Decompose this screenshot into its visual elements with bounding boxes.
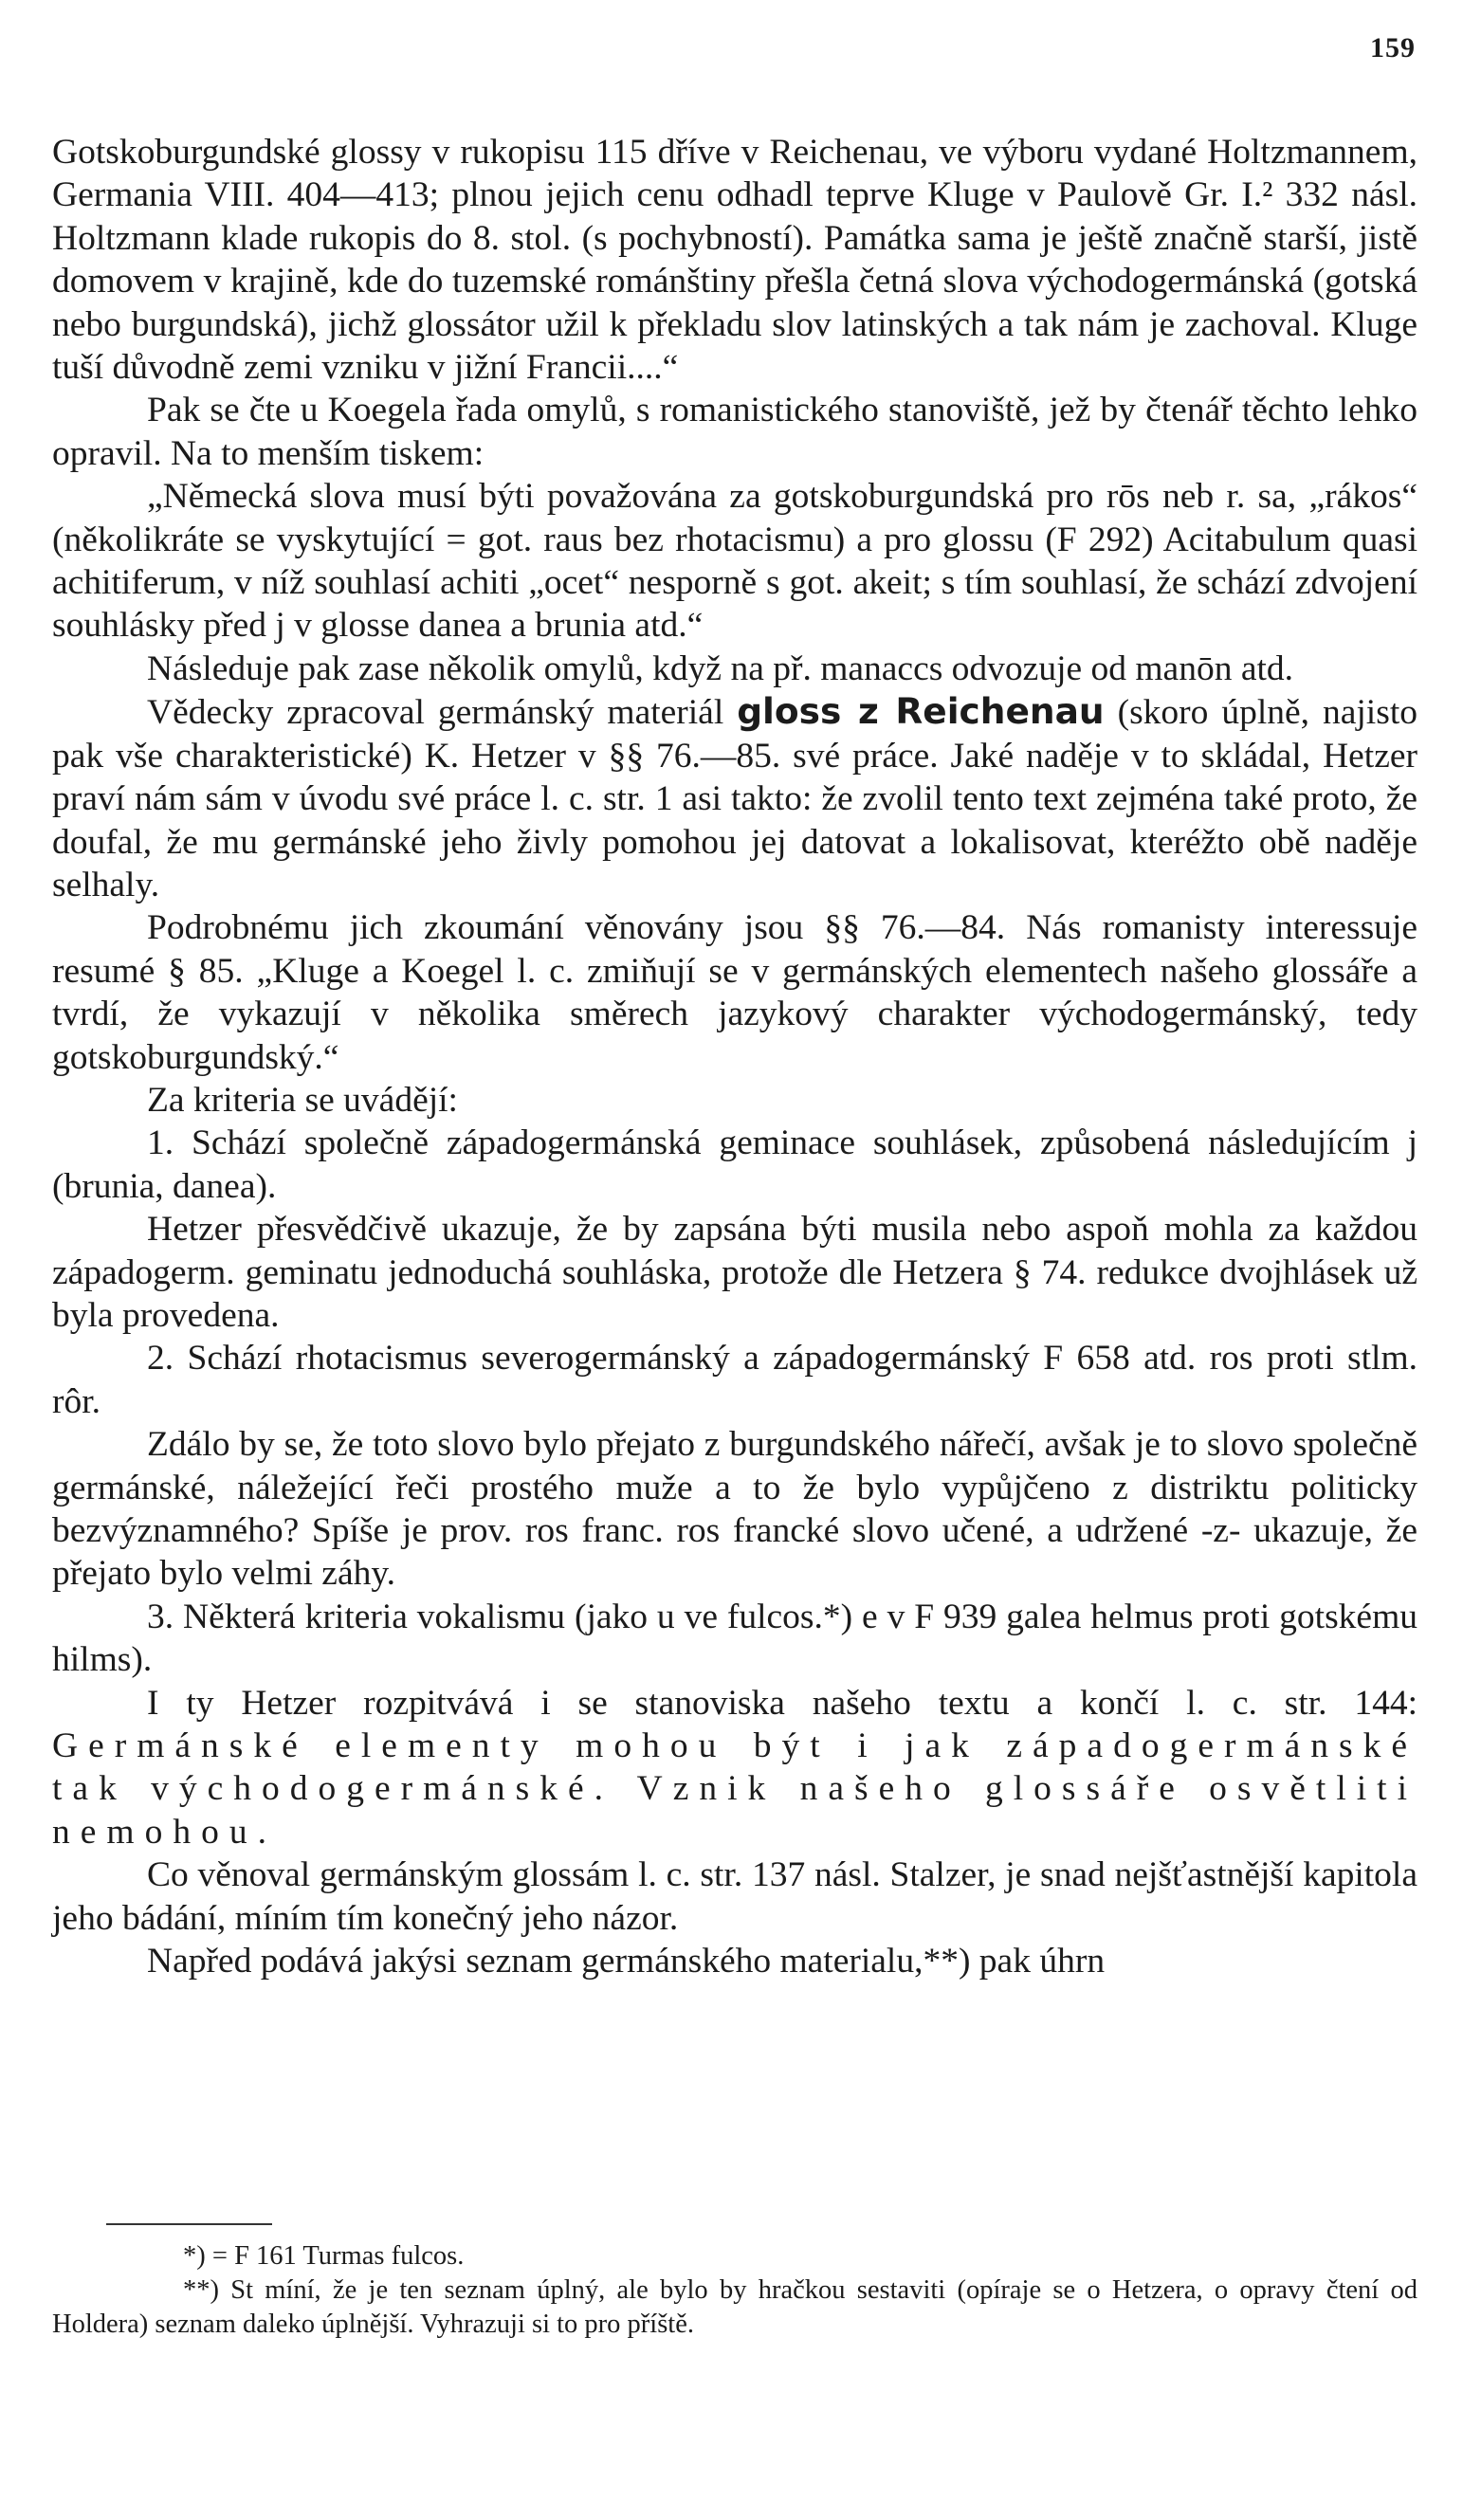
paragraph: Hetzer přesvědčivě ukazuje, že by zapsána býti musila nebo aspoň mohla za každou západogerm. geminatu jednoduchá souhláska, protože dle Hetzera § 74. redukce dvojhlásek už byla provedena. [52,1210,1417,1335]
footnote: *) = F 161 Turmas fulcos. [183,2241,465,2271]
paragraph: „Německá slova musí býti považována za gotskoburgundská pro rōs neb r. sa, „rákos“ (několikráte se vyskytující = got. raus bez rhotacismu) a pro glossu (F 292) Acitabulum quasi achitiferum, v níž souhlasí achiti „ocet“ nesporně s got. akeit; s tím souhlasí, že schází zdvojení souhlásky před j v glosse danea a brunia atd.“ [52,477,1417,646]
paragraph-text: Vědecky zpracoval germánský materiál [147,693,738,733]
paragraph [52,690,1417,906]
paragraph-text: (skoro úplně, najisto pak vše charakteristické) K. Hetzer v §§ 76.—85. své práce. Jaké naděje v to skládal, Hetzer praví nám sám v úvodu své práce l. c. str. 1 asi takto: že zvolil tento text zejména také proto, že doufal, že mu germánské jeho živly pomohou jej datovat a lokalisovat, kteréžto obě naděje selhaly. [52,693,1417,904]
paragraph: Pak se čte u Koegela řada omylů, s romanistického stanoviště, jež by čtenář těchto lehko opravil. Na to menším tiskem: [52,391,1417,473]
paragraph-text: I ty Hetzer rozpitvává i se stanoviska našeho textu a končí l. c. str. 144: [147,1683,1417,1723]
paragraph: 2. Schází rhotacismus severogermánský a západogermánský F 658 atd. ros proti stlm. rôr. [52,1339,1417,1421]
main-text [52,131,1417,1982]
paragraph: Za kriteria se uvádějí: [147,1080,458,1120]
page-number: 159 [1370,32,1416,64]
paragraph: 3. Některá kriteria vokalismu (jako u ve fulcos.*) e v F 939 galea helmus proti gotskému hilms). [52,1597,1417,1680]
spaced-emphasis: Germánské elementy mohou být i jak západogermánské tak východogermánské. Vznik našeho glossáře osvětliti nemohou. [52,1726,1417,1852]
paragraph: Gotskoburgundské glossy v rukopisu 115 dříve v Reichenau, ve výboru vydané Holtzmannem, Germania VIII. 404—413; plnou jejich cenu odhadl teprve Kluge v Paulově Gr. I.² 332 násl. Holtzmann klade rukopis do 8. stol. (s pochybností). Památka sama je ještě značně starší, jistě domovem v krajině, kde do tuzemské románštiny přešla četná slova východogermánská (gotská nebo burgundská), jichž glossátor užil k překladu slov latinských a tak nám je zachoval. Kluge tuší důvodně zemi vzniku v jižní Francii....“ [52,133,1417,388]
paragraph: Podrobnému jich zkoumání věnovány jsou §§ 76.—84. Nás romanisty interessuje resumé § 85. „Kluge a Koegel l. c. zmiňují se v germánských elementech našeho glossáře a tvrdí, že vykazují v několika směrech jazykový charakter východogermánský, tedy gotskoburgundský.“ [52,908,1417,1077]
footnote: **) St míní, že je ten seznam úplný, ale bylo by hračkou sestaviti (opíraje se o Hetzera, o opravy čtení od Holdera) seznam daleko úplnější. Vyhrazuji si to pro příště. [52,2275,1417,2339]
paragraph: Následuje pak zase několik omylů, když na př. manaccs odvozuje od manōn atd. [147,648,1294,688]
paragraph: Co věnoval germánským glossám l. c. str. 137 násl. Stalzer, je snad nejšťastnější kapitola jeho bádání, míním tím konečný jeho názor. [52,1855,1417,1938]
bold-term: gloss z Reichenau [737,690,1105,733]
paragraph: Zdálo by se, že toto slovo bylo přejato z burgundského nářečí, avšak je to slovo společně germánské, náležející řeči prostého muže a to že bylo vypůjčeno z distriktu politicky bezvýznamného? Spíše je prov. ros franc. ros francké slovo učené, a udržené -z- ukazuje, že přejato bylo velmi záhy. [52,1425,1417,1594]
footnotes [52,2239,1417,2342]
footnote-rule [106,2223,272,2225]
paragraph [52,1682,1417,1854]
paragraph: 1. Schází společně západogermánská geminace souhlásek, způsobená následujícím j (brunia, danea). [52,1123,1417,1206]
paragraph: Napřed podává jakýsi seznam germánského materialu,**) pak úhrn [147,1942,1106,1981]
